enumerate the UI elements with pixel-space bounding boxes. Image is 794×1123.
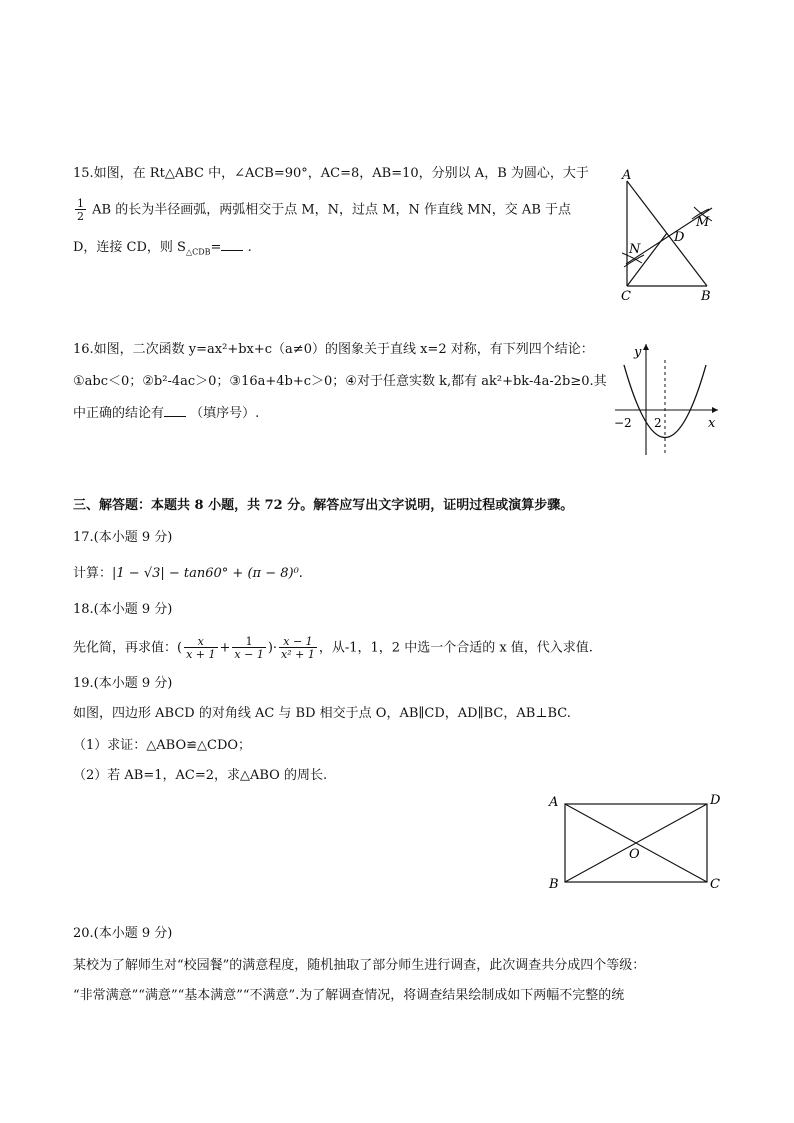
q17-body: 计算：|1 − √3| − tan60° + (π − 8)⁰. bbox=[73, 566, 303, 581]
q15-line3: D，连接 CD，则 $S_{\triangle CDB}=$ . bbox=[73, 240, 252, 257]
section3-heading: 三、解答题：本题共 8 小题，共 72 分。解答应写出文字说明，证明过程或演算步骤。 bbox=[73, 498, 574, 513]
label-D: D bbox=[710, 793, 721, 808]
q15-line2: $\frac{1}{2}$ AB 的长为半径画弧，两弧相交于点 M，N，过点 M，N 作直线 MN，交 AB 于点 bbox=[77, 197, 572, 223]
q17-expression: |1 − √3| − tan60° + (π − 8)⁰. bbox=[112, 566, 303, 581]
label-A: A bbox=[622, 168, 632, 183]
q20-header: 20.(本小题 9 分) bbox=[73, 926, 173, 941]
label-A: A bbox=[549, 795, 559, 810]
label-C: C bbox=[621, 289, 631, 304]
label-B: B bbox=[549, 877, 559, 892]
label-O: O bbox=[629, 847, 640, 862]
q18-fraction-2: $\frac{1}{x - 1}$ bbox=[234, 635, 264, 661]
label-N: N bbox=[629, 242, 641, 257]
q18-fraction-3: $\frac{x - 1}{\text{x² + 1}}$ bbox=[281, 635, 315, 661]
label-C: C bbox=[710, 877, 720, 892]
q18-body: 先化简，再求值：( $\frac{x}{x + 1}$ + $\frac{1}{x - 1}$ )· $\frac{x - 1}{\text{x² + 1}}$ ，从-1，1，2 中选一个合适的 x 值，代入求值. bbox=[73, 635, 593, 661]
q17-header: 17.(本小题 9 分) bbox=[73, 530, 173, 545]
q19-part1: （1）求证：△ABO≌△CDO； bbox=[73, 738, 252, 753]
q16-line2: ①abc＜0；②b²-4ac＞0；③16a+4b+c＞0；④对于任意实数 k,都有 ak²+bk-4a-2b≥0.其 bbox=[73, 374, 607, 389]
axis-x-label: x bbox=[708, 416, 716, 431]
q15-line1: 15.如图，在 Rt△ABC 中，∠ACB=90°，AC=8，AB=10，分别以 A，B 为圆心，大于 bbox=[73, 166, 589, 181]
q18-header: 18.(本小题 9 分) bbox=[73, 602, 173, 617]
answer-blank bbox=[164, 404, 186, 417]
half-fraction: $\frac{1}{2}$ bbox=[77, 197, 84, 223]
q18-fraction-1: $\frac{x}{x + 1}$ bbox=[186, 635, 216, 661]
tick-2: 2 bbox=[654, 416, 662, 430]
q19-part2: （2）若 AB=1，AC=2，求△ABO 的周长. bbox=[73, 768, 328, 783]
tick-neg2: −2 bbox=[614, 416, 632, 430]
q20-line2: “非常满意”“满意”“基本满意”“不满意”.为了解调查情况，将调查结果绘制成如下两幅不完整的统 bbox=[73, 988, 625, 1003]
label-D: D bbox=[674, 230, 685, 245]
q19-header: 19.(本小题 9 分) bbox=[73, 676, 173, 691]
label-B: B bbox=[701, 289, 711, 304]
axis-y-label: y bbox=[634, 345, 642, 360]
answer-blank bbox=[221, 238, 243, 251]
q16-line1: 16.如图，二次函数 y=ax²+bx+c（a≠0）的图象关于直线 x=2 对称，有下列四个结论： bbox=[73, 342, 594, 357]
label-M: M bbox=[696, 215, 710, 230]
q19-line1: 如图，四边形 ABCD 的对角线 AC 与 BD 相交于点 O，AB∥CD，AD∥BC，AB⊥BC. bbox=[73, 706, 571, 721]
q16-parabola-figure bbox=[610, 340, 725, 460]
q19-rectangle-figure bbox=[545, 790, 730, 895]
q16-line3: 中正确的结论有 （填序号）. bbox=[73, 406, 260, 421]
q20-line1: 某校为了解师生对“校园餐”的满意程度，随机抽取了部分师生进行调查，此次调查共分成四个等级： bbox=[73, 958, 646, 973]
q15-triangle-figure bbox=[612, 163, 722, 305]
